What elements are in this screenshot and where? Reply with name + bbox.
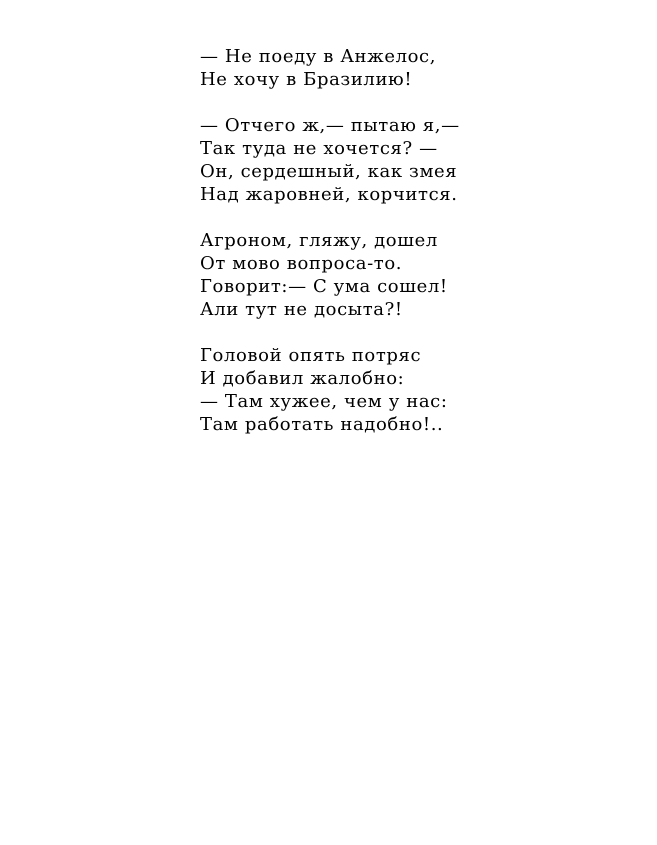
poem-line: — Не поеду в Анжелос, [200, 46, 437, 67]
poem-line: Так туда не хочется? — [200, 138, 438, 159]
poem-line: — Там хужее, чем у нас: [200, 391, 448, 412]
poem-line: Говорит:— С ума сошел! [200, 276, 448, 297]
poem-line: И добавил жалобно: [200, 368, 405, 389]
stanza [200, 229, 460, 321]
poem-line: Там работать надобно!.. [200, 414, 444, 435]
stanza [200, 344, 460, 436]
poem-line: Над жаровней, корчится. [200, 184, 458, 205]
poem-line: От мово вопроса-то. [200, 253, 403, 274]
poem-line: Не хочу в Бразилию! [200, 69, 413, 90]
poem-line: — Отчего ж,— пытаю я,— [200, 115, 460, 136]
poem-line: Али тут не досыта?! [200, 299, 403, 320]
stanza [200, 114, 460, 206]
stanza [200, 45, 460, 91]
poem-line: Головой опять потряс [200, 345, 422, 366]
poem-line: Он, сердешный, как змея [200, 161, 458, 182]
poem-line: Агроном, гляжу, дошел [200, 230, 438, 251]
poem [200, 45, 460, 459]
